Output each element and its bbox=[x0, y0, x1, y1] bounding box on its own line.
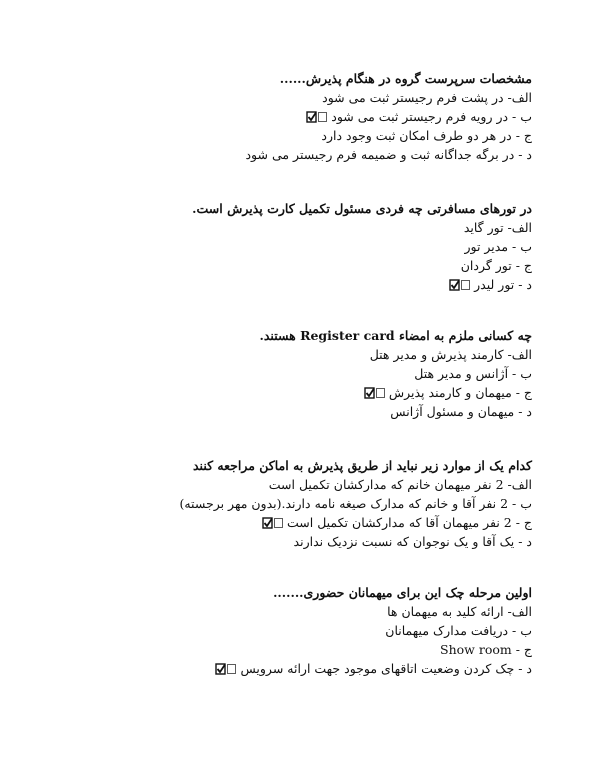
option-text: ج - تور گردان bbox=[460, 258, 532, 273]
option-b bbox=[192, 237, 532, 256]
option-text: ب - آژانس و مدیر هتل bbox=[414, 366, 532, 381]
option-b bbox=[179, 494, 532, 513]
answer-mark bbox=[449, 279, 471, 291]
option-c bbox=[215, 640, 532, 659]
option-c bbox=[245, 126, 532, 145]
option-text: الف- کارمند پذیرش و مدیر هتل bbox=[369, 347, 532, 362]
question-3 bbox=[260, 327, 532, 421]
option-text: د - در برگه جداگانه ثبت و ضمیمه فرم رجیستر می شود bbox=[245, 147, 532, 162]
question-title: در تورهای مسافرتی چه فردی مسئول تکمیل کارت پذیرش است. bbox=[192, 201, 532, 216]
option-d bbox=[215, 659, 532, 678]
option-text: الف- تور گاید bbox=[463, 220, 532, 235]
option-a bbox=[260, 345, 532, 364]
option-b bbox=[215, 621, 532, 640]
question-title: چه کسانی ملزم به امضاء Register card هستند. bbox=[259, 328, 532, 343]
option-text: ب - دریافت مدارک میهمانان bbox=[385, 623, 532, 638]
question-title: مشخصات سرپرست گروه در هنگام پذیرش...... bbox=[279, 71, 532, 86]
option-a bbox=[245, 88, 532, 107]
option-text: الف- در پشت فرم رجیستر ثبت می شود bbox=[322, 90, 532, 105]
answer-mark bbox=[215, 663, 237, 675]
question-2 bbox=[192, 200, 532, 294]
option-d bbox=[192, 275, 532, 294]
answer-mark bbox=[306, 111, 328, 123]
answer-mark bbox=[364, 387, 386, 399]
option-c bbox=[192, 256, 532, 275]
option-text: ج - میهمان و کارمند پذیرش bbox=[388, 385, 532, 400]
option-text: ب - مدیر تور bbox=[464, 239, 532, 254]
option-b bbox=[245, 107, 532, 126]
question-1 bbox=[245, 70, 532, 164]
option-text: د - تور لیدر bbox=[474, 277, 532, 292]
option-d bbox=[260, 402, 532, 421]
option-text: ج - 2 نفر میهمان آقا که مدارکشان تکمیل است bbox=[287, 515, 532, 530]
option-text: د - چک کردن وضعیت اتاقهای موجود جهت ارائه سرویس bbox=[240, 661, 532, 676]
option-text: الف- 2 نفر میهمان خانم که مدارکشان تکمیل است bbox=[268, 477, 532, 492]
option-a bbox=[192, 218, 532, 237]
option-a bbox=[179, 475, 532, 494]
option-a bbox=[215, 602, 532, 621]
question-5 bbox=[215, 584, 532, 678]
option-text: د - یک آقا و یک نوجوان که نسبت نزدیک ندارند bbox=[293, 534, 532, 549]
question-title: اولین مرحله چک این برای میهمانان حضوری....... bbox=[273, 585, 532, 600]
option-text: الف- ارائه کلید به میهمان ها bbox=[387, 604, 532, 619]
option-text: ب - 2 نفر آقا و خانم که مدارک صیغه نامه دارند.(بدون مهر برجسته) bbox=[179, 496, 532, 511]
option-b bbox=[260, 364, 532, 383]
option-d bbox=[245, 145, 532, 164]
option-text: ب - در رویه فرم رجیستر ثبت می شود bbox=[331, 109, 532, 124]
answer-mark bbox=[262, 517, 284, 529]
option-text: ج - Show room bbox=[440, 642, 532, 657]
option-text: ج - در هر دو طرف امکان ثبت وجود دارد bbox=[321, 128, 532, 143]
option-d bbox=[179, 532, 532, 551]
option-c bbox=[260, 383, 532, 402]
option-text: د - میهمان و مسئول آژانس bbox=[390, 404, 532, 419]
question-4 bbox=[179, 457, 532, 551]
option-c bbox=[179, 513, 532, 532]
question-title: کدام یک از موارد زیر نباید از طریق پذیرش به اماکن مراجعه کنند bbox=[192, 458, 532, 473]
